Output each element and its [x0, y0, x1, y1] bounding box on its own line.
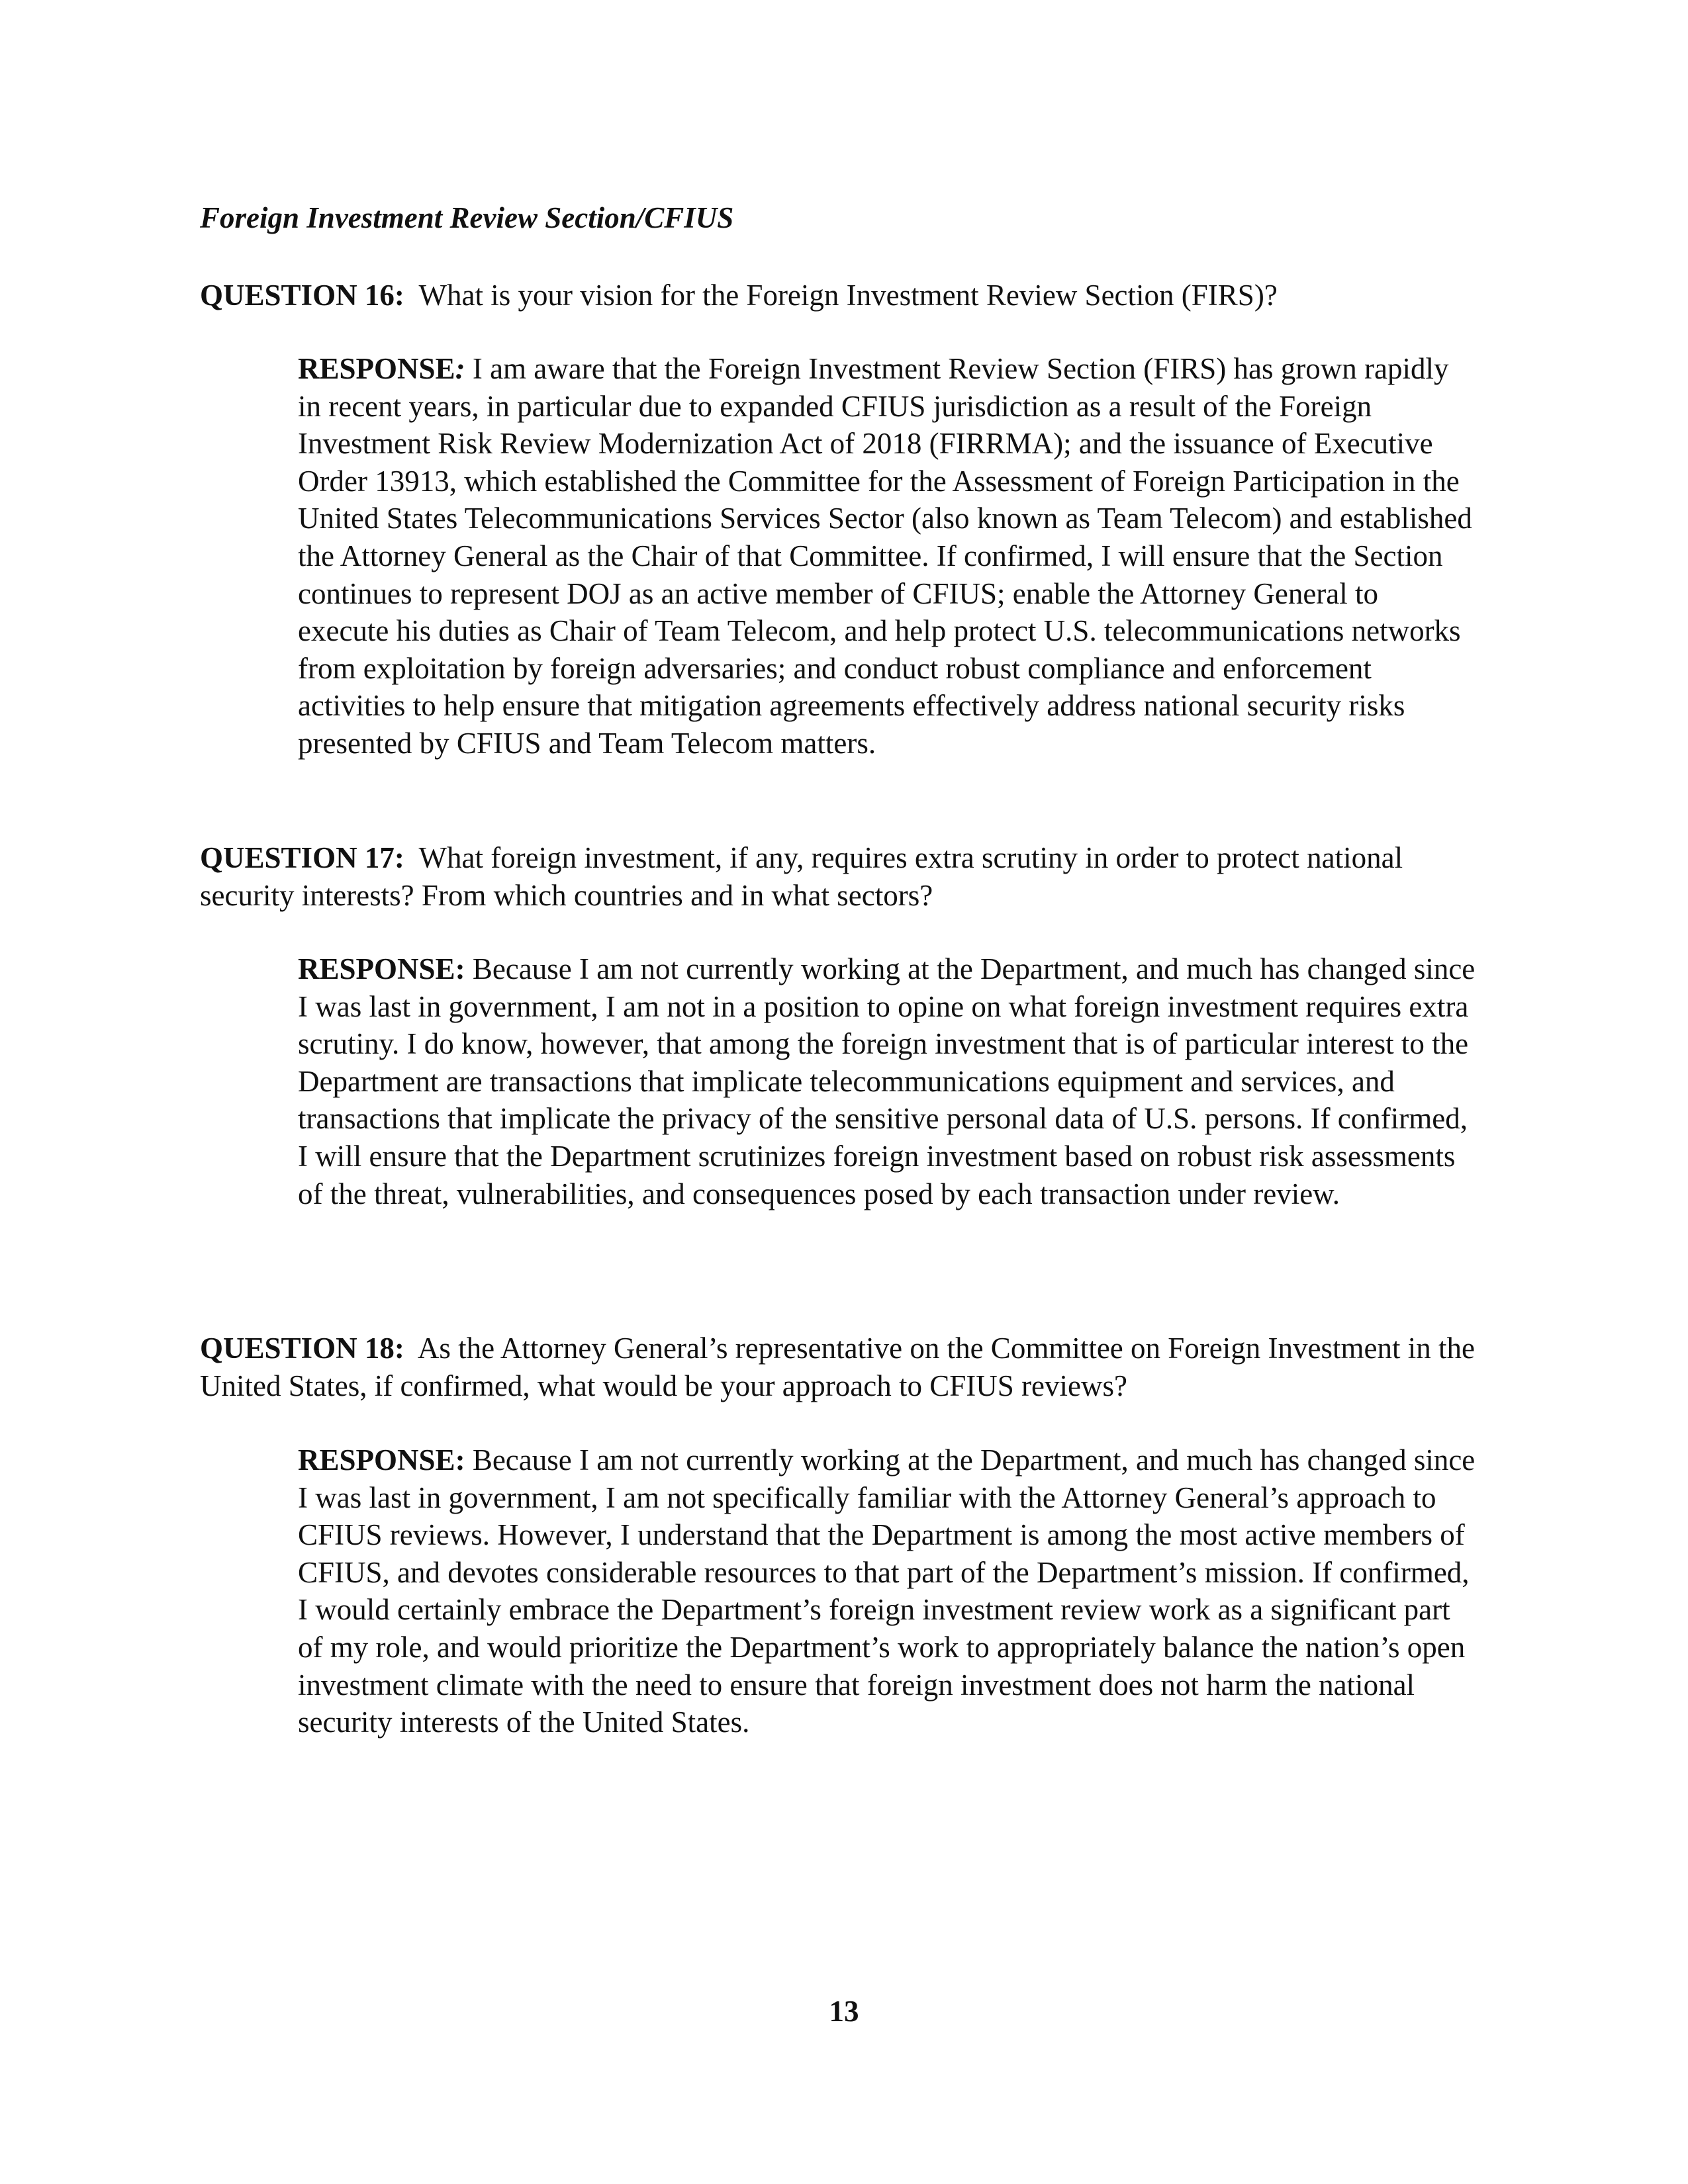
question-17-text: What foreign investment, if any, requires extra scrutiny in order to protect national security interests? From which countries and in what sectors?	[200, 841, 1403, 912]
question-18-text: As the Attorney General’s representative on the Committee on Foreign Investment in the United States, if confirmed, what would be your approach to CFIUS reviews?	[200, 1332, 1475, 1402]
response-17	[298, 950, 1476, 1212]
response-16-label	[298, 352, 465, 385]
page-number: 13	[829, 1995, 859, 2028]
question-16	[200, 277, 1497, 314]
question-17	[200, 839, 1497, 915]
response-18	[298, 1441, 1476, 1741]
response-16-label-colon: :	[455, 352, 465, 385]
question-17-label: QUESTION 17:	[200, 841, 404, 874]
response-17-text: Because I am not currently working at the Department, and much has changed since I was last in government, I am not in a position to opine on what foreign investment requires extra scrutiny. I do know, however, that among the foreign investment that is of particular interest to the Department are transactions that implicate telecommunications equipment and services, and transactions that implicate the privacy of the sensitive personal data of U.S. persons. If confirmed, I will ensure that the Department scrutinizes foreign investment based on robust risk assessments of the threat, vulnerabilities, and consequences posed by each transaction under review.	[298, 952, 1476, 1210]
question-16-text: What is your vision for the Foreign Investment Review Section (FIRS)?	[418, 279, 1278, 312]
response-16-label-word: RESPONSE	[298, 352, 455, 385]
response-18-text: Because I am not currently working at the Department, and much has changed since I was last in government, I am not specifically familiar with the Attorney General’s approach to CFIUS reviews. However, I understand that the Department is among the most active members of CFIUS, and devotes considerable resources to that part of the Department’s mission. If confirmed, I would certainly embrace the Department’s foreign investment review work as a significant part of my role, and would prioritize the Department’s work to appropriately balance the nation’s open investment climate with the need to ensure that foreign investment does not harm the national security interests of the United States.	[298, 1443, 1476, 1739]
section-heading: Foreign Investment Review Section/CFIUS	[200, 201, 734, 234]
response-18-label: RESPONSE:	[298, 1443, 465, 1477]
question-18	[200, 1330, 1497, 1405]
response-16-text: I am aware that the Foreign Investment Review Section (FIRS) has grown rapidly in recent years, in particular due to expanded CFIUS jurisdiction as a result of the Foreign Investment Risk Review Modernization Act of 2018 (FIRRMA); and the issuance of Executive Order 13913, which established the Committee for the Assessment of Foreign Participation in the United States Telecommunications Services Sector (also known as Team Telecom) and established the Attorney General as the Chair of that Committee. If confirmed, I will ensure that the Section continues to represent DOJ as an active member of CFIUS; enable the Attorney General to execute his duties as Chair of Team Telecom, and help protect U.S. telecommunications networks from exploitation by foreign adversaries; and conduct robust compliance and enforcement activities to help ensure that mitigation agreements effectively address national security risks presented by CFIUS and Team Telecom matters.	[298, 352, 1472, 760]
question-18-label: QUESTION 18:	[200, 1332, 404, 1365]
question-16-label: QUESTION 16:	[200, 279, 404, 312]
response-16	[298, 350, 1476, 762]
response-17-label: RESPONSE:	[298, 952, 465, 985]
